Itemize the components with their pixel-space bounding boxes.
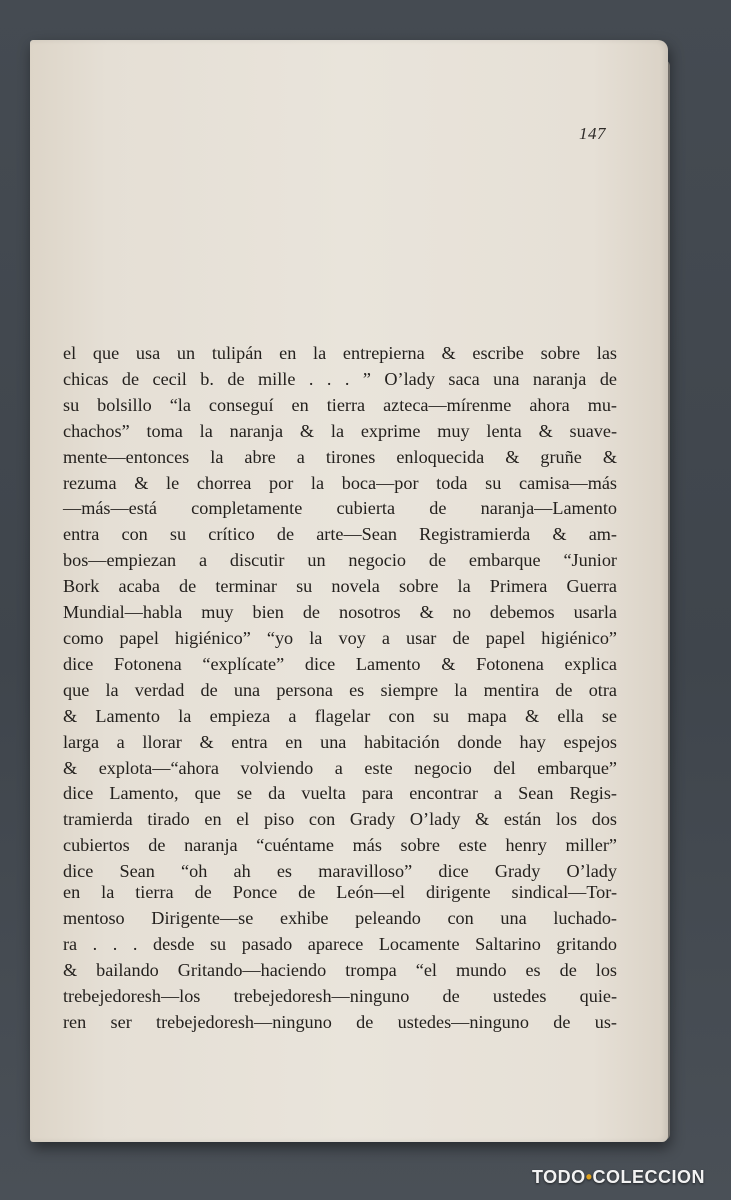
- text-line: como papel higiénico” “yo la voy a usar de papel higiénico”: [63, 627, 617, 648]
- text-line: ra . . . desde su pasado aparece Locamente Saltarino gritando: [63, 933, 617, 954]
- page-number: 147: [579, 124, 606, 143]
- text-line: entra con su crítico de arte—Sean Registramierda & am-: [63, 524, 617, 545]
- text-line: larga a llorar & entra en una habitación donde hay espejos: [63, 731, 617, 752]
- text-line: el que usa un tulipán en la entrepierna & escribe sobre las: [63, 343, 617, 363]
- text-line: & explota—“ahora volviendo a este negocio del embarque”: [63, 757, 617, 778]
- paragraph-1: [63, 341, 617, 885]
- text-line: que la verdad de una persona es siempre la mentira de otra: [63, 679, 617, 700]
- text-line: cubiertos de naranja “cuéntame más sobre este henry miller”: [63, 835, 617, 856]
- text-line: Bork acaba de terminar su novela sobre la Primera Guerra: [63, 576, 617, 597]
- text-line: dice Fotonena “explícate” dice Lamento & Fotonena explica: [63, 653, 617, 674]
- text-line: bos—empiezan a discutir un negocio de embarque “Junior: [63, 550, 617, 571]
- text-line: ren ser trebejedoresh—ninguno de ustedes—ninguno de us-: [63, 1011, 617, 1032]
- text-line: dice Sean “oh ah es maravilloso” dice Grady O’lady: [63, 861, 617, 882]
- text-line: dice Lamento, que se da vuelta para encontrar a Sean Regis-: [63, 783, 617, 804]
- text-line: & bailando Gritando—haciendo trompa “el mundo es de los: [63, 959, 617, 980]
- paragraph-2: [63, 880, 617, 1035]
- text-line: chachos” toma la naranja & la exprime muy lenta & suave-: [63, 420, 617, 441]
- book-page: [30, 40, 668, 1142]
- text-line: en la tierra de Ponce de León—el dirigente sindical—Tor-: [63, 882, 617, 902]
- watermark-part-2: COLECCION: [592, 1167, 705, 1187]
- text-line: mente—entonces la abre a tirones enloquecida & gruñe &: [63, 446, 617, 467]
- watermark-dot-icon: •: [585, 1167, 593, 1187]
- watermark: [532, 1167, 705, 1188]
- text-line: rezuma & le chorrea por la boca—por toda su camisa—más: [63, 472, 617, 493]
- text-line: trebejedoresh—los trebejedoresh—ninguno de ustedes quie-: [63, 985, 617, 1006]
- text-line: tramierda tirado en el piso con Grady O’lady & están los dos: [63, 809, 617, 830]
- watermark-part-1: TODO: [532, 1167, 586, 1187]
- text-line: & Lamento la empieza a flagelar con su mapa & ella se: [63, 705, 617, 726]
- text-line: mentoso Dirigente—se exhibe peleando con una luchado-: [63, 907, 617, 928]
- text-line: —más—está completamente cubierta de naranja—Lamento: [63, 498, 617, 519]
- text-line: Mundial—habla muy bien de nosotros & no debemos usarla: [63, 602, 617, 623]
- text-line: chicas de cecil b. de mille . . . ” O’lady saca una naranja de: [63, 368, 617, 389]
- text-line: su bolsillo “la conseguí en tierra azteca—mírenme ahora mu-: [63, 394, 617, 415]
